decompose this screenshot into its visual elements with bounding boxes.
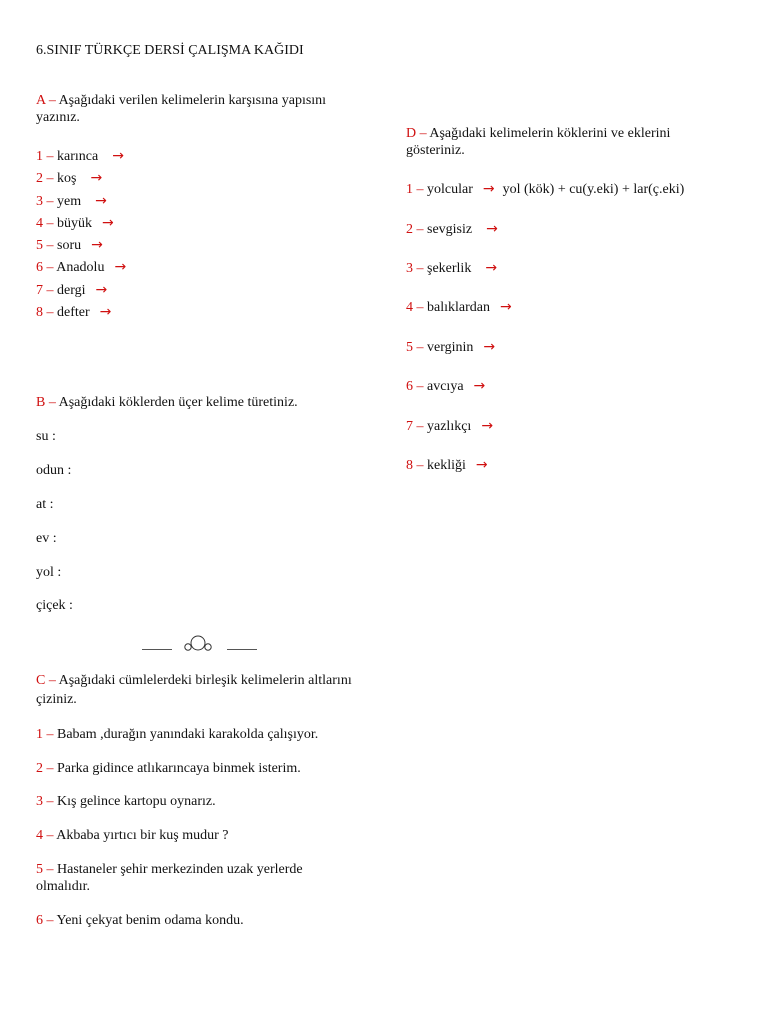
sentence-item: 2 – Parka gidince atlıkarıncaya binmek isterim.: [36, 761, 301, 776]
sentence-text: Babam ,durağın yanındaki karakolda çalışıyor.: [57, 727, 319, 742]
section-a-instruction: [36, 93, 336, 127]
section-a-letter: A –: [36, 93, 56, 108]
arrow-icon: →: [483, 339, 496, 355]
root-word: at :: [36, 497, 54, 512]
section-a-item: 1 – karınca →: [36, 148, 124, 164]
section-b-letter: B –: [36, 395, 56, 410]
section-a-instruction-text: Aşağıdaki verilen kelimelerin karşısına yapısını yazınız.: [36, 93, 327, 125]
section-c-instruction: [36, 672, 356, 710]
section-b-instruction: [36, 395, 298, 412]
section-d-item: 7 – yazlıkçı →: [406, 418, 494, 434]
arrow-icon: →: [95, 193, 107, 209]
item-word: soru: [57, 238, 82, 253]
item-word: şekerlik: [427, 261, 472, 276]
section-d-item: 5 – verginin →: [406, 339, 496, 355]
section-c-letter: C –: [36, 673, 56, 688]
sentence-text: Kış gelince kartopu oynarız.: [57, 794, 216, 809]
section-d-item: 1 – yolcular → yol (kök) + cu(y.eki) + lar(ç.eki): [406, 181, 685, 197]
section-d-item: 2 – sevgisiz →: [406, 221, 498, 237]
sentence-item: 1 – Babam ,durağın yanındaki karakolda çalışıyor.: [36, 727, 319, 742]
item-word: dergi: [57, 283, 86, 298]
arrow-icon: →: [99, 304, 112, 320]
arrow-icon: →: [499, 299, 512, 315]
example-answer: yol (kök) + cu(y.eki) + lar(ç.eki): [502, 182, 685, 197]
sentence-item: 3 – Kış gelince kartopu oynarız.: [36, 794, 216, 809]
section-d-instruction-text: Aşağıdaki kelimelerin köklerini ve eklerini gösteriniz.: [406, 126, 671, 158]
root-word: yol :: [36, 565, 62, 580]
section-d-item: 6 – avcıya →: [406, 378, 486, 394]
section-a-item: 2 – koş →: [36, 170, 103, 186]
section-d-letter: D –: [406, 126, 427, 141]
arrow-icon: →: [473, 378, 486, 394]
item-word: kekliği: [427, 458, 466, 473]
sentence-text: Hastaneler şehir merkezinden uzak yerlerde olmalıdır.: [36, 862, 303, 894]
arrow-icon: →: [112, 148, 124, 164]
item-word: Anadolu: [56, 260, 105, 275]
section-d-instruction: [406, 126, 726, 160]
arrow-icon: →: [486, 221, 498, 237]
section-b-instruction-text: Aşağıdaki köklerden üçer kelime türetiniz.: [58, 395, 298, 410]
arrow-icon: →: [485, 260, 498, 276]
item-word: verginin: [427, 340, 474, 355]
section-a-item: 7 – dergi →: [36, 282, 108, 298]
item-word: büyük: [57, 216, 92, 231]
sentence-item: 4 – Akbaba yırtıcı bir kuş mudur ?: [36, 828, 229, 843]
arrow-icon: →: [102, 215, 114, 231]
root-word: çiçek :: [36, 598, 73, 613]
section-d-item: 3 – şekerlik →: [406, 260, 498, 276]
ornament-icon: [180, 632, 216, 654]
section-c-instruction-text: Aşağıdaki cümlelerdeki birleşik kelimelerin altlarını çiziniz.: [36, 673, 352, 707]
section-d-item: 8 – kekliği →: [406, 457, 488, 473]
section-a-item: 6 – Anadolu →: [36, 259, 127, 275]
item-word: defter: [57, 305, 90, 320]
item-word: avcıya: [427, 379, 464, 394]
sentence-item: 5 – Hastaneler şehir merkezinden uzak yerlerde olmalıdır.: [36, 862, 303, 894]
item-word: balıklardan: [427, 300, 490, 315]
sentence-item: 6 – Yeni çekyat benim odama kondu.: [36, 913, 244, 928]
root-word: ev :: [36, 531, 57, 546]
divider-line-left: [142, 649, 172, 650]
arrow-icon: →: [95, 282, 108, 298]
section-a-item: 4 – büyük →: [36, 215, 114, 231]
item-word: yem: [57, 194, 82, 209]
section-a-item: 3 – yem →: [36, 193, 107, 209]
item-word: yazlıkçı: [427, 419, 472, 434]
item-word: sevgisiz: [427, 222, 473, 237]
root-word: odun :: [36, 463, 72, 478]
arrow-icon: →: [482, 181, 495, 197]
arrow-icon: →: [90, 170, 103, 186]
page-title: 6.SINIF TÜRKÇE DERSİ ÇALIŞMA KAĞIDI: [36, 43, 304, 58]
root-word: su :: [36, 429, 56, 444]
sentence-text: Parka gidince atlıkarıncaya binmek isterim.: [57, 761, 301, 776]
item-word: karınca: [57, 149, 99, 164]
arrow-icon: →: [481, 418, 494, 434]
section-a-item: 8 – defter →: [36, 304, 112, 320]
sentence-text: Yeni çekyat benim odama kondu.: [56, 913, 244, 928]
section-a-item: 5 – soru →: [36, 237, 103, 253]
item-word: koş: [57, 171, 77, 186]
section-d-item: 4 – balıklardan →: [406, 299, 512, 315]
arrow-icon: →: [114, 259, 127, 275]
item-word: yolcular: [427, 182, 473, 197]
sentence-text: Akbaba yırtıcı bir kuş mudur ?: [56, 828, 229, 843]
arrow-icon: →: [91, 237, 103, 253]
divider-line-right: [227, 649, 257, 650]
arrow-icon: →: [475, 457, 488, 473]
